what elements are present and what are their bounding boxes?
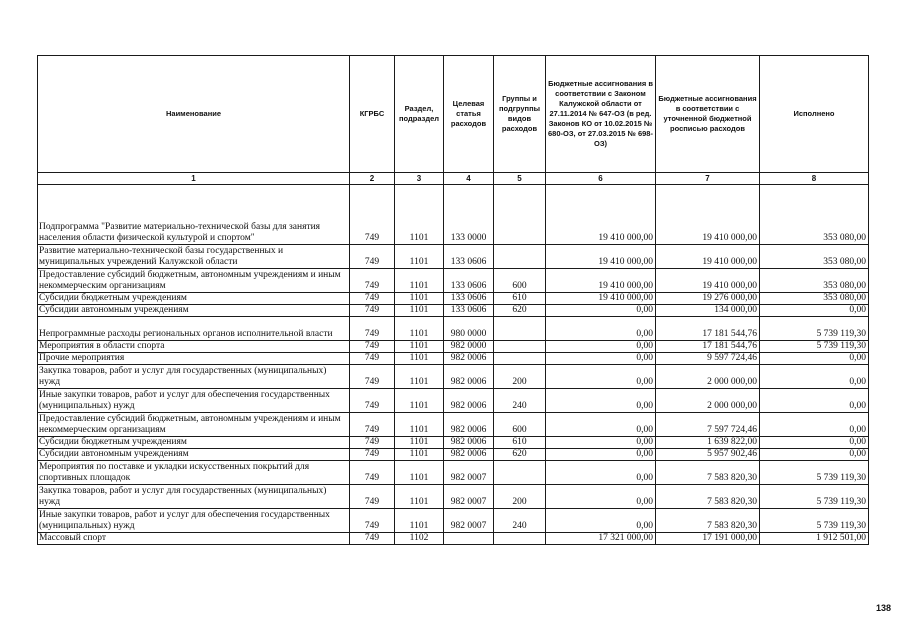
column-number: 2	[350, 173, 395, 185]
row-target-article: 982 0006	[444, 449, 494, 461]
row-refined-allocation: 19 410 000,00	[656, 269, 760, 293]
row-executed: 353 080,00	[760, 245, 869, 269]
table-row	[38, 509, 869, 533]
row-kgrbs: 749	[350, 269, 395, 293]
row-executed: 0,00	[760, 365, 869, 389]
row-executed: 5 739 119,30	[760, 461, 869, 485]
row-law-allocation: 19 410 000,00	[546, 245, 656, 269]
row-target-article	[444, 533, 494, 545]
row-expense-type: 240	[494, 389, 546, 413]
row-target-article: 982 0007	[444, 509, 494, 533]
table-row	[38, 353, 869, 365]
row-executed: 5 739 119,30	[760, 317, 869, 341]
row-kgrbs: 749	[350, 437, 395, 449]
row-expense-type: 610	[494, 293, 546, 305]
row-executed: 0,00	[760, 449, 869, 461]
row-kgrbs: 749	[350, 293, 395, 305]
column-number: 7	[656, 173, 760, 185]
row-section: 1101	[395, 293, 444, 305]
row-name: Субсидии автономным учреждениям	[38, 305, 350, 317]
row-section: 1101	[395, 245, 444, 269]
row-refined-allocation: 7 597 724,46	[656, 413, 760, 437]
row-refined-allocation: 134 000,00	[656, 305, 760, 317]
row-name: Иные закупки товаров, работ и услуг для обеспечения государственных (муниципальных) нужд	[38, 509, 350, 533]
budget-execution-table	[37, 55, 869, 545]
row-refined-allocation: 19 410 000,00	[656, 185, 760, 245]
row-law-allocation: 0,00	[546, 365, 656, 389]
row-law-allocation: 17 321 000,00	[546, 533, 656, 545]
row-expense-type: 200	[494, 365, 546, 389]
row-refined-allocation: 17 181 544,76	[656, 317, 760, 341]
row-expense-type: 600	[494, 413, 546, 437]
header-kgrbs: КГРБС	[350, 56, 395, 173]
row-section: 1101	[395, 269, 444, 293]
header-target-article: Целевая статья расходов	[444, 56, 494, 173]
row-target-article: 982 0006	[444, 365, 494, 389]
row-refined-allocation: 17 181 544,76	[656, 341, 760, 353]
header-executed: Исполнено	[760, 56, 869, 173]
row-refined-allocation: 17 191 000,00	[656, 533, 760, 545]
row-kgrbs: 749	[350, 485, 395, 509]
row-target-article: 133 0606	[444, 245, 494, 269]
row-refined-allocation: 9 597 724,46	[656, 353, 760, 365]
row-kgrbs: 749	[350, 245, 395, 269]
row-expense-type: 240	[494, 509, 546, 533]
row-kgrbs: 749	[350, 353, 395, 365]
row-executed: 0,00	[760, 353, 869, 365]
header-expense-type: Группы и подгруппы видов расходов	[494, 56, 546, 173]
table-row	[38, 245, 869, 269]
row-name: Предоставление субсидий бюджетным, автономным учреждениям и иным некоммерческим организациям	[38, 413, 350, 437]
row-executed: 0,00	[760, 437, 869, 449]
row-kgrbs: 749	[350, 413, 395, 437]
row-refined-allocation: 7 583 820,30	[656, 509, 760, 533]
row-section: 1101	[395, 317, 444, 341]
row-law-allocation: 0,00	[546, 461, 656, 485]
row-expense-type	[494, 245, 546, 269]
row-refined-allocation: 2 000 000,00	[656, 389, 760, 413]
row-kgrbs: 749	[350, 365, 395, 389]
header-refined-allocations: Бюджетные ассигнования в соответствии с уточненной бюджетной росписью расходов	[656, 56, 760, 173]
row-name: Субсидии бюджетным учреждениям	[38, 437, 350, 449]
row-target-article: 982 0006	[444, 353, 494, 365]
column-number: 3	[395, 173, 444, 185]
row-name: Закупка товаров, работ и услуг для государственных (муниципальных) нужд	[38, 365, 350, 389]
row-section: 1101	[395, 509, 444, 533]
row-expense-type: 600	[494, 269, 546, 293]
row-target-article: 980 0000	[444, 317, 494, 341]
row-executed: 5 739 119,30	[760, 341, 869, 353]
row-law-allocation: 19 410 000,00	[546, 269, 656, 293]
table-row	[38, 305, 869, 317]
row-law-allocation: 0,00	[546, 389, 656, 413]
row-expense-type: 620	[494, 449, 546, 461]
row-section: 1101	[395, 353, 444, 365]
row-section: 1101	[395, 389, 444, 413]
row-expense-type: 620	[494, 305, 546, 317]
row-executed: 0,00	[760, 305, 869, 317]
row-name: Непрограммные расходы региональных органов исполнительной власти	[38, 317, 350, 341]
row-law-allocation: 0,00	[546, 317, 656, 341]
row-executed: 5 739 119,30	[760, 509, 869, 533]
row-name: Массовый спорт	[38, 533, 350, 545]
table-row	[38, 293, 869, 305]
row-section: 1101	[395, 365, 444, 389]
row-target-article: 982 0006	[444, 437, 494, 449]
row-section: 1101	[395, 305, 444, 317]
row-section: 1101	[395, 413, 444, 437]
table-row	[38, 341, 869, 353]
table-row	[38, 185, 869, 245]
row-name: Субсидии автономным учреждениям	[38, 449, 350, 461]
row-name: Закупка товаров, работ и услуг для государственных (муниципальных) нужд	[38, 485, 350, 509]
row-section: 1101	[395, 437, 444, 449]
row-kgrbs: 749	[350, 305, 395, 317]
row-kgrbs: 749	[350, 461, 395, 485]
row-section: 1102	[395, 533, 444, 545]
column-number: 5	[494, 173, 546, 185]
row-kgrbs: 749	[350, 533, 395, 545]
header-row	[38, 56, 869, 173]
row-section: 1101	[395, 341, 444, 353]
row-target-article: 982 0000	[444, 341, 494, 353]
row-name: Прочие мероприятия	[38, 353, 350, 365]
table-row	[38, 269, 869, 293]
row-refined-allocation: 7 583 820,30	[656, 485, 760, 509]
row-expense-type	[494, 533, 546, 545]
row-executed: 353 080,00	[760, 185, 869, 245]
row-kgrbs: 749	[350, 341, 395, 353]
row-kgrbs: 749	[350, 317, 395, 341]
row-target-article: 133 0606	[444, 269, 494, 293]
row-executed: 1 912 501,00	[760, 533, 869, 545]
row-expense-type: 200	[494, 485, 546, 509]
row-law-allocation: 0,00	[546, 305, 656, 317]
row-refined-allocation: 5 957 902,46	[656, 449, 760, 461]
row-kgrbs: 749	[350, 185, 395, 245]
row-refined-allocation: 2 000 000,00	[656, 365, 760, 389]
row-target-article: 133 0606	[444, 305, 494, 317]
table-row	[38, 461, 869, 485]
row-name: Подпрограмма "Развитие материально-технической базы для занятия населения области физической культурой и спортом"	[38, 185, 350, 245]
row-refined-allocation: 7 583 820,30	[656, 461, 760, 485]
row-executed: 353 080,00	[760, 293, 869, 305]
row-name: Мероприятия по поставке и укладки искусственных покрытий для спортивных площадок	[38, 461, 350, 485]
row-name: Субсидии бюджетным учреждениям	[38, 293, 350, 305]
row-refined-allocation: 19 410 000,00	[656, 245, 760, 269]
row-expense-type	[494, 317, 546, 341]
row-kgrbs: 749	[350, 449, 395, 461]
row-law-allocation: 19 410 000,00	[546, 293, 656, 305]
row-executed: 0,00	[760, 413, 869, 437]
header-section: Раздел, подраздел	[395, 56, 444, 173]
row-section: 1101	[395, 485, 444, 509]
table-row	[38, 413, 869, 437]
header-law-allocations: Бюджетные ассигнования в соответствии с Законом Калужской области от 27.11.2014 № 647-ОЗ (в ред. Законов КО от 10.02.2015 № 680-ОЗ, от 27.03.2015 № 698-ОЗ)	[546, 56, 656, 173]
table-row	[38, 437, 869, 449]
row-law-allocation: 0,00	[546, 353, 656, 365]
header-name: Наименование	[38, 56, 350, 173]
table-row	[38, 317, 869, 341]
row-name: Развитие материально-технической базы государственных и муниципальных учреждений Калужской области	[38, 245, 350, 269]
row-refined-allocation: 1 639 822,00	[656, 437, 760, 449]
row-expense-type: 610	[494, 437, 546, 449]
row-executed: 353 080,00	[760, 269, 869, 293]
column-number: 1	[38, 173, 350, 185]
row-law-allocation: 19 410 000,00	[546, 185, 656, 245]
row-expense-type	[494, 341, 546, 353]
row-section: 1101	[395, 449, 444, 461]
row-kgrbs: 749	[350, 509, 395, 533]
column-number: 6	[546, 173, 656, 185]
row-kgrbs: 749	[350, 389, 395, 413]
row-target-article: 133 0000	[444, 185, 494, 245]
table-row	[38, 365, 869, 389]
table-row	[38, 533, 869, 545]
row-executed: 5 739 119,30	[760, 485, 869, 509]
row-executed: 0,00	[760, 389, 869, 413]
column-number: 4	[444, 173, 494, 185]
row-name: Мероприятия в области спорта	[38, 341, 350, 353]
row-name: Иные закупки товаров, работ и услуг для обеспечения государственных (муниципальных) нужд	[38, 389, 350, 413]
table-row	[38, 449, 869, 461]
column-number-row	[38, 173, 869, 185]
row-target-article: 982 0007	[444, 461, 494, 485]
row-expense-type	[494, 185, 546, 245]
row-law-allocation: 0,00	[546, 341, 656, 353]
row-section: 1101	[395, 185, 444, 245]
table-row	[38, 485, 869, 509]
page-number: 138	[875, 603, 891, 613]
row-target-article: 982 0006	[444, 389, 494, 413]
row-law-allocation: 0,00	[546, 449, 656, 461]
row-expense-type	[494, 461, 546, 485]
row-law-allocation: 0,00	[546, 509, 656, 533]
column-number: 8	[760, 173, 869, 185]
row-target-article: 982 0006	[444, 413, 494, 437]
row-refined-allocation: 19 276 000,00	[656, 293, 760, 305]
row-expense-type	[494, 353, 546, 365]
row-target-article: 133 0606	[444, 293, 494, 305]
row-law-allocation: 0,00	[546, 413, 656, 437]
row-law-allocation: 0,00	[546, 485, 656, 509]
row-section: 1101	[395, 461, 444, 485]
row-name: Предоставление субсидий бюджетным, автономным учреждениям и иным некоммерческим организациям	[38, 269, 350, 293]
table-row	[38, 389, 869, 413]
row-target-article: 982 0007	[444, 485, 494, 509]
row-law-allocation: 0,00	[546, 437, 656, 449]
